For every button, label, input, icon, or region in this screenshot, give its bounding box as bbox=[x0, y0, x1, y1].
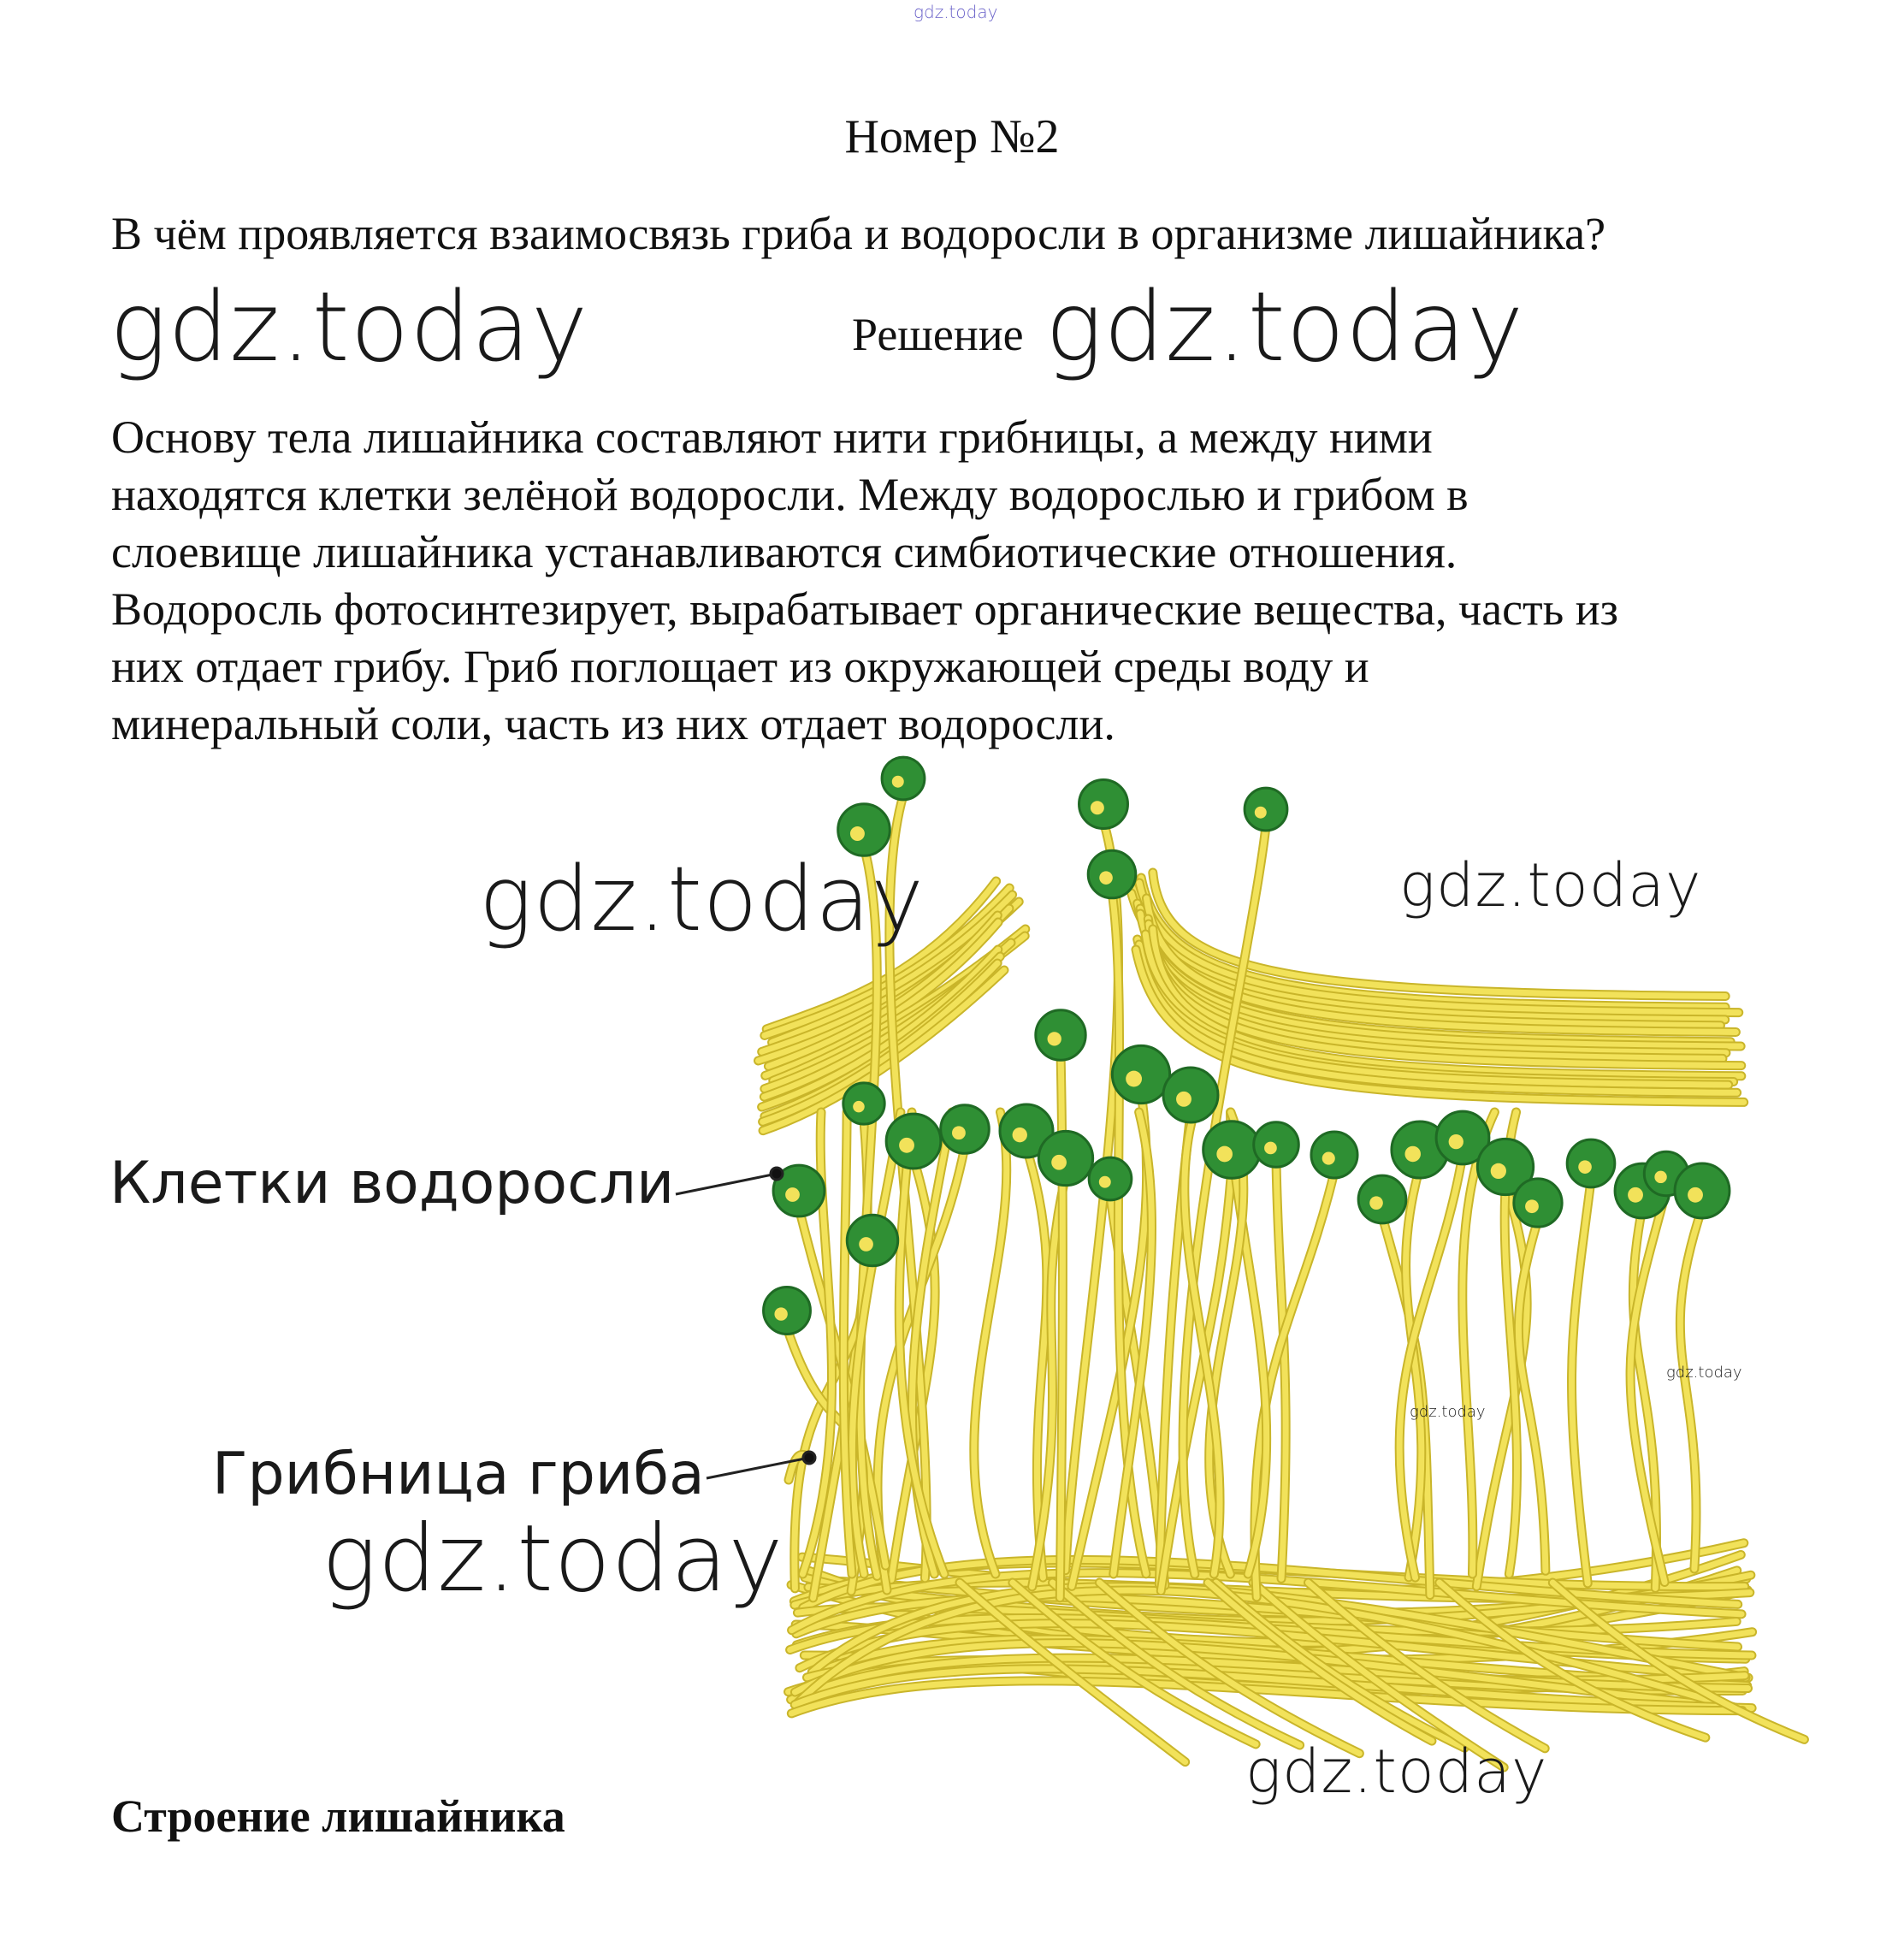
algae-cell bbox=[1163, 1068, 1218, 1122]
header-watermark: gdz.today bbox=[914, 2, 998, 22]
answer-line: Водоросль фотосинтезирует, вырабатывает органические вещества, часть из bbox=[111, 583, 1618, 635]
algae-cell bbox=[1036, 1010, 1085, 1060]
hypha-tip bbox=[1369, 1196, 1383, 1210]
algae-cell bbox=[1245, 788, 1287, 831]
watermark: gdz.today bbox=[1245, 1737, 1548, 1807]
watermark: gdz.today bbox=[1045, 272, 1525, 383]
algae-cell bbox=[1514, 1179, 1562, 1227]
algae-cell bbox=[886, 1114, 941, 1169]
algae-pointer-line bbox=[676, 1174, 777, 1194]
hypha-tip bbox=[1216, 1146, 1233, 1163]
algae-cell bbox=[1089, 1157, 1132, 1200]
algae-cell bbox=[1358, 1175, 1406, 1223]
algae-cell bbox=[941, 1105, 990, 1154]
answer-line: них отдает грибу. Гриб поглощает из окружающей среды воду и bbox=[111, 641, 1369, 692]
watermark: gdz.today bbox=[1410, 1403, 1486, 1421]
hypha-tip bbox=[952, 1126, 966, 1139]
algae-cell bbox=[1311, 1132, 1357, 1178]
hypha-tip bbox=[1099, 871, 1113, 885]
algae-cell bbox=[1088, 850, 1136, 898]
hypha-tip bbox=[1578, 1160, 1592, 1174]
algae-cell bbox=[1567, 1139, 1615, 1187]
watermark: gdz.today bbox=[1399, 850, 1702, 920]
answer-line: Основу тела лишайника составляют нити грибницы, а между ними bbox=[111, 411, 1433, 463]
hypha-tip bbox=[892, 776, 904, 788]
hypha-tip bbox=[1013, 1127, 1027, 1142]
watermark: gdz.today bbox=[322, 1506, 784, 1613]
algae-cell bbox=[1079, 780, 1128, 829]
hypha bbox=[1572, 1181, 1591, 1583]
hypha-tip bbox=[1688, 1187, 1703, 1203]
hypha-tip bbox=[1051, 1155, 1067, 1170]
hypha-tip bbox=[850, 826, 865, 841]
watermark: gdz.today bbox=[109, 272, 589, 383]
hypha-tip bbox=[1176, 1092, 1191, 1107]
label-fungal-hyphae: Грибница гриба bbox=[212, 1441, 705, 1508]
hypha-tip bbox=[859, 1237, 873, 1252]
hypha-tip bbox=[785, 1187, 800, 1202]
answer-line: минеральный соли, часть из них отдает водоросли. bbox=[111, 698, 1115, 749]
solution-label: Решение bbox=[852, 309, 1024, 360]
hypha bbox=[1230, 1112, 1266, 1574]
algae-cell bbox=[882, 757, 925, 800]
hypha-tip bbox=[1322, 1151, 1335, 1164]
page-title: Номер №2 bbox=[844, 110, 1060, 163]
hypha-tip bbox=[1048, 1032, 1061, 1045]
watermark: gdz.today bbox=[1666, 1364, 1742, 1382]
algae-cell bbox=[843, 1083, 884, 1124]
hypha-tip bbox=[1264, 1142, 1277, 1155]
hypha-tip bbox=[1255, 807, 1267, 819]
hypha-tip bbox=[1404, 1146, 1421, 1163]
fungus-pointer-dot bbox=[803, 1452, 815, 1464]
hypha-tip bbox=[853, 1101, 865, 1113]
hypha-tip bbox=[774, 1307, 787, 1320]
watermark: gdz.today bbox=[479, 847, 925, 951]
hypha-tip bbox=[1091, 801, 1104, 814]
question-text: В чём проявляется взаимосвязь гриба и водоросли в организме лишайника? bbox=[111, 208, 1606, 259]
hypha-tip bbox=[899, 1138, 914, 1153]
label-algae-cells: Клетки водоросли bbox=[109, 1150, 675, 1217]
algae-cell bbox=[1038, 1131, 1092, 1185]
algae-cell bbox=[847, 1215, 897, 1265]
algae-cell bbox=[1203, 1122, 1261, 1179]
hypha-tip bbox=[1491, 1163, 1506, 1179]
hypha-tip bbox=[1099, 1176, 1111, 1188]
figure-caption: Строение лишайника bbox=[111, 1790, 565, 1842]
hypha-tip bbox=[1525, 1199, 1539, 1213]
algae-pointer-dot bbox=[771, 1168, 783, 1180]
algae-cell bbox=[764, 1287, 811, 1335]
hypha-tip bbox=[1628, 1187, 1643, 1203]
answer-line: слоевище лишайника устанавливаются симбиотические отношения. bbox=[111, 526, 1458, 577]
algae-cell bbox=[1112, 1045, 1169, 1103]
hypha-tip bbox=[1449, 1134, 1463, 1149]
algae-cell bbox=[1675, 1163, 1730, 1218]
hypha-tip bbox=[1126, 1071, 1142, 1087]
algae-cell bbox=[1254, 1122, 1299, 1168]
hypha-tip bbox=[1654, 1171, 1666, 1183]
answer-line: находятся клетки зелёной водоросли. Между водорослью и грибом в bbox=[111, 469, 1469, 520]
